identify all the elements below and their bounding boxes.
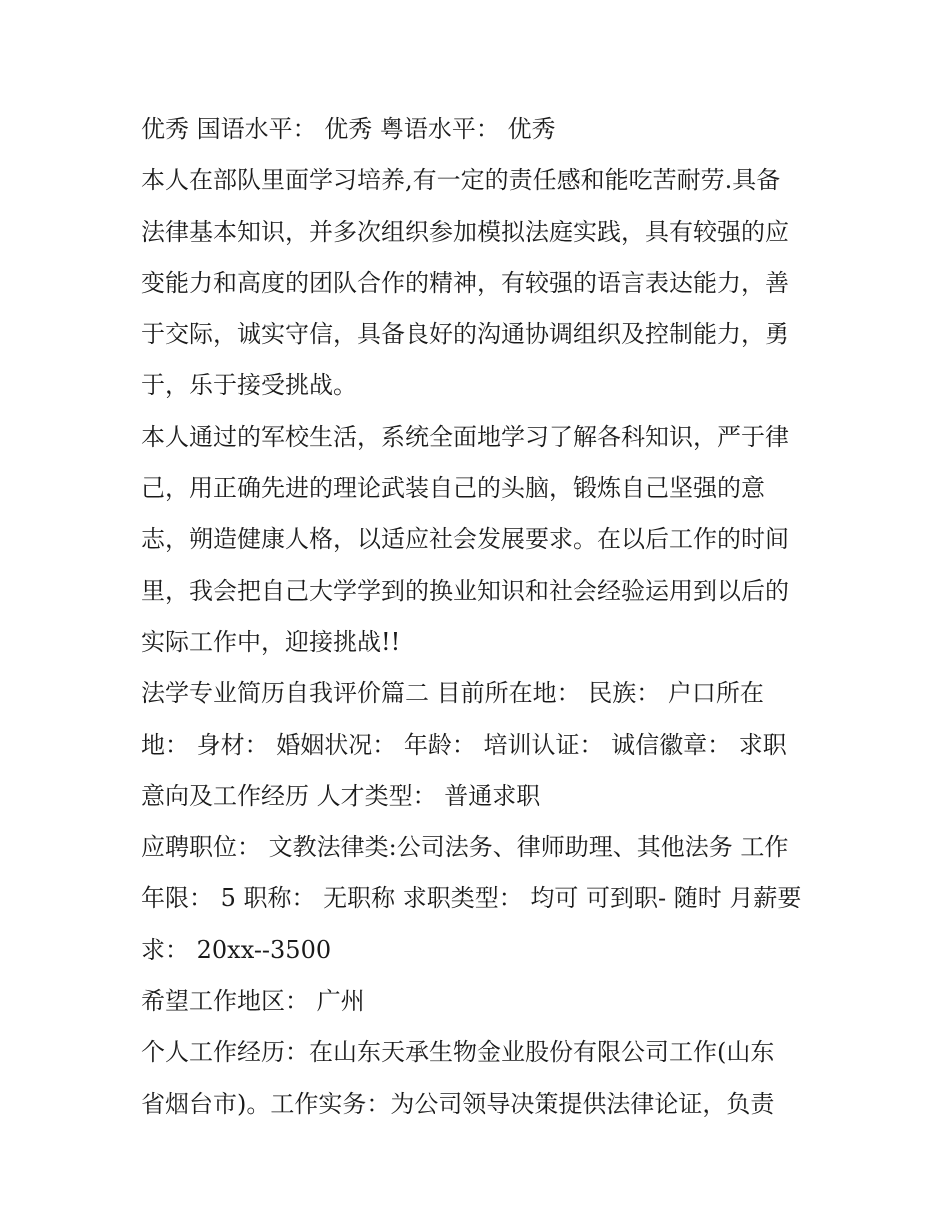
text-line: 地： 身材： 婚姻状况： 年龄： 培训认证： 诚信徽章： 求职: [141, 730, 787, 759]
text-line: 应聘职位： 文教法律类:公司法务、律师助理、其他法务 工作: [141, 833, 789, 862]
text-line: 优秀 国语水平： 优秀 粤语水平： 优秀: [141, 115, 556, 143]
text-line: 于，乐于接受挑战。: [141, 371, 357, 400]
text-line: 年限： 5 职称： 无职称 求职类型： 均可 可到职- 随时 月薪要: [141, 884, 802, 913]
text-line: 己，用正确先进的理论武装自己的头脑，锻炼自己坚强的意: [141, 474, 765, 503]
text-line: 法学专业简历自我评价篇二 目前所在地： 民族： 户口所在: [141, 679, 764, 708]
text-line: 本人在部队里面学习培养,有一定的责任感和能吃苦耐劳.具备: [141, 166, 781, 195]
text-line: 实际工作中，迎接挑战!!: [141, 627, 401, 656]
document-body: [141, 104, 821, 1130]
text-line: 求： 20xx--3500: [141, 935, 332, 964]
text-line: 于交际，诚实守信，具备良好的沟通协调组织及控制能力，勇: [141, 320, 789, 349]
text-line: 意向及工作经历 人才类型： 普通求职: [141, 781, 541, 810]
text-line: 里，我会把自己大学学到的换业知识和社会经验运用到以后的: [141, 576, 789, 605]
text-line: 志，朔造健康人格，以适应社会发展要求。在以后工作的时间: [141, 525, 789, 554]
text-line: 本人通过的军校生活，系统全面地学习了解各科知识，严于律: [141, 422, 789, 451]
text-line: 法律基本知识，并多次组织参加模拟法庭实践，具有较强的应: [141, 217, 789, 246]
text-line: 省烟台市)。工作实务：为公司领导决策提供法律论证，负责: [141, 1089, 775, 1118]
text-line: 个人工作经历：在山东天承生物金业股份有限公司工作(山东: [141, 1038, 775, 1067]
text-line: 希望工作地区： 广州: [141, 987, 365, 1016]
text-line: 变能力和高度的团队合作的精神，有较强的语言表达能力，善: [141, 268, 789, 297]
